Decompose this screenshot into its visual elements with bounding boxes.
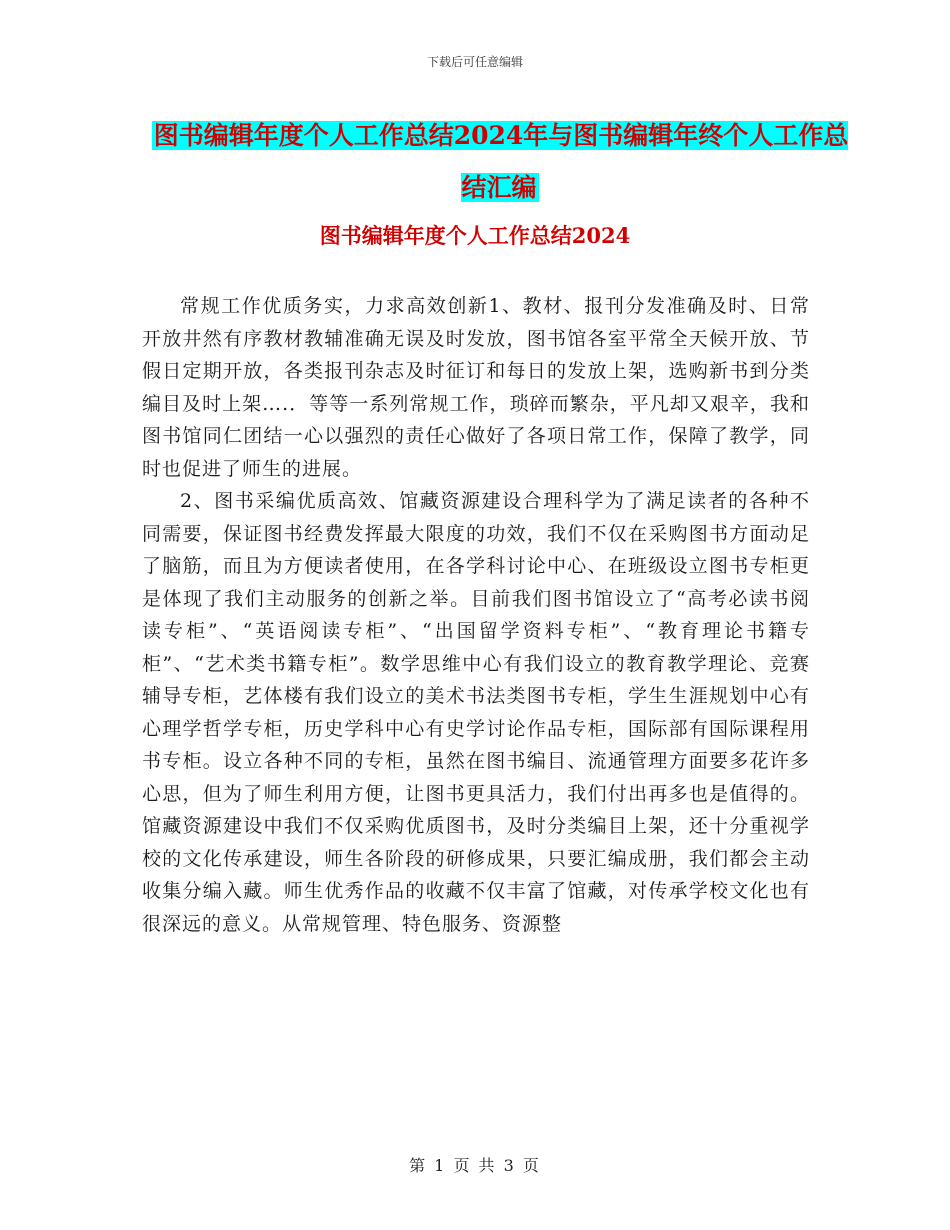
document-title-text: 图书编辑年度个人工作总结2024年与图书编辑年终个人工作总结汇编	[153, 121, 849, 202]
paragraph-1: 常规工作优质务实，力求高效创新1、教材、报刊分发准确及时、日常开放井然有序教材教辅准确无误及时发放，图书馆各室平常全天候开放、节假日定期开放，各类报刊杂志及时征订和每日的发放上架，选购新书到分类编目及时上架….．等等一系列常规工作，琐碎而繁杂，平凡却又艰辛，我和图书馆同仁团结一心以强烈的责任心做好了各项日常工作，保障了教学，同时也促进了师生的进展。	[142, 295, 810, 480]
section-title: 图书编辑年度个人工作总结2024	[319, 223, 631, 248]
paragraph-2: 2、图书采编优质高效、馆藏资源建设合理科学为了满足读者的各种不同需要，保证图书经费发挥最大限度的功效，我们不仅在采购图书方面动足了脑筋，而且为方便读者使用，在各学科讨论中心、在班级设立图书专柜更是体现了我们主动服务的创新之举。目前我们图书馆设立了“高考必读书阅读专柜”、“英语阅读专柜”、“出国留学资料专柜”、“教育理论书籍专柜”、“艺术类书籍专柜”。数学思维中心有我们设立的教育教学理论、竞赛辅导专柜，艺体楼有我们设立的美术书法类图书专柜，学生生涯规划中心有心理学哲学专柜，历史学科中心有史学讨论作品专柜，国际部有国际课程用书专柜。设立各种不同的专柜，虽然在图书编目、流通管理方面要多花许多心思，但为了师生利用方便，让图书更具活力，我们付出再多也是值得的。馆藏资源建设中我们不仅采购优质图书，及时分类编目上架，还十分重视学校的文化传承建设，师生各阶段的研修成果，只要汇编成册，我们都会主动收集分编入藏。师生优秀作品的收藏不仅丰富了馆藏，对传承学校文化也有很深远的意义。从常规管理、特色服务、资源整	[142, 490, 810, 935]
page-footer: 第 1 页 共 3 页	[409, 1156, 541, 1175]
document-title	[140, 110, 860, 214]
page-header: 下载后可任意编辑	[426, 55, 523, 69]
document-body	[142, 290, 810, 940]
